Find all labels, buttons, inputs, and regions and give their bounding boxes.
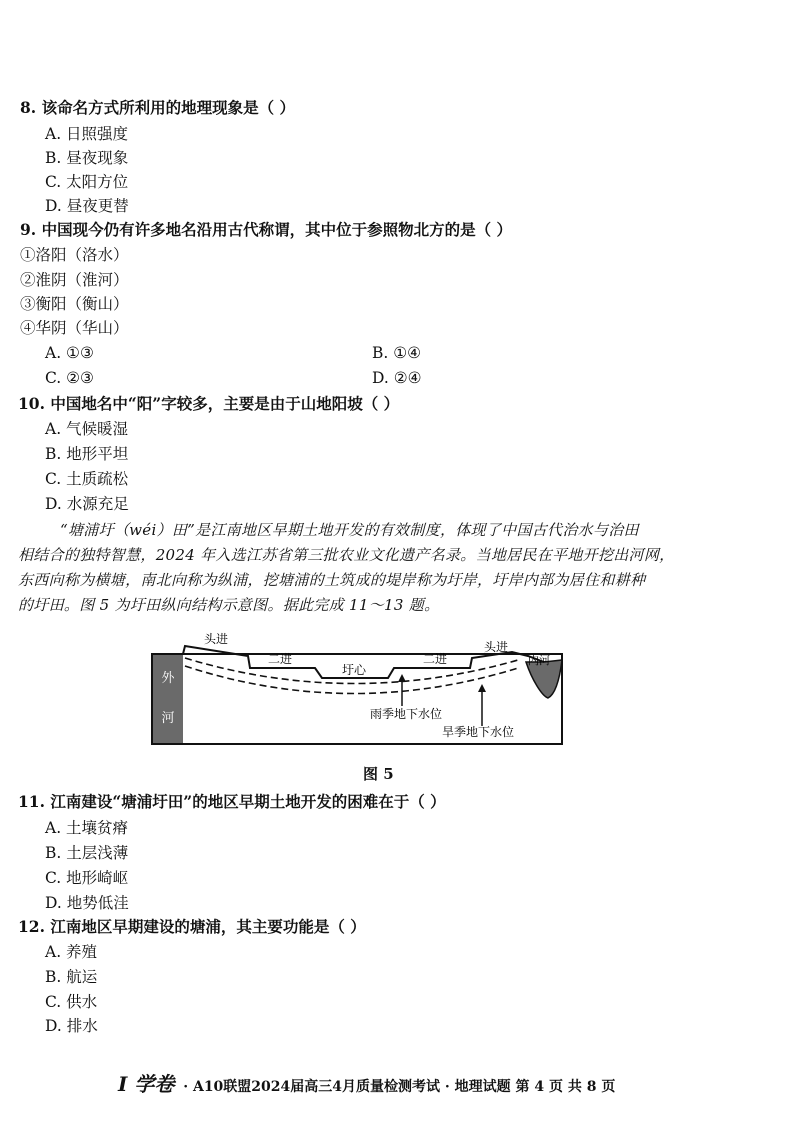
q9-item-4: ④华阴（华山）: [20, 319, 129, 337]
q11-option-b: B. 土层浅薄: [45, 844, 129, 862]
label-inner-river: 内河: [528, 654, 550, 667]
q9-option-b: B. ①④: [372, 344, 422, 362]
footer-brand: I 学卷: [118, 1072, 175, 1096]
question-10-stem: 10. 中国地名中“阳”字较多，主要是由于山地阳坡（ ）: [18, 394, 400, 413]
passage-line-1: “塘浦圩（wéi）田”是江南地区早期土地开发的有效制度，体现了中国古代治水与治田: [60, 521, 639, 539]
passage-line-2: 相结合的独特智慧，2024 年入选江苏省第三批农业文化遗产名录。当地居民在平地开挖出河网，: [18, 546, 675, 564]
dry-level-arrowhead: [478, 684, 486, 692]
q12-option-c: C. 供水: [45, 993, 98, 1011]
q8-option-b: B. 昼夜现象: [45, 149, 129, 167]
q11-option-c: C. 地形崎岖: [45, 869, 129, 887]
q8-option-a: A. 日照强度: [45, 125, 129, 143]
q11-option-d: D. 地势低洼: [45, 894, 129, 912]
q10-option-c: C. 土质疏松: [45, 470, 129, 488]
page-footer: [118, 1068, 615, 1097]
q9-item-1: ①洛阳（洛水）: [20, 246, 129, 264]
passage-line-4: 的圩田。图 5 为圩田纵向结构示意图。据此完成 11～13 题。: [18, 596, 440, 614]
label-head-left: 头进: [204, 632, 229, 646]
passage: [18, 518, 786, 618]
q10-option-b: B. 地形平坦: [45, 445, 129, 463]
question-12-stem: 12. 江南地区早期建设的塘浦，其主要功能是（ ）: [18, 917, 366, 936]
q8-option-d: D. 昼夜更替: [45, 197, 129, 215]
label-second-left: 二进: [268, 652, 293, 666]
question-8-stem: 8. 该命名方式所利用的地理现象是（ ）: [20, 98, 295, 117]
label-center: 圩心: [342, 663, 367, 677]
figure-caption: 图 5: [363, 765, 394, 783]
q12-option-a: A. 养殖: [45, 943, 98, 961]
footer-text: · A10联盟2024届高三4月质量检测考试 · 地理试题 第 4 页 共 8 页: [183, 1079, 616, 1095]
label-head-right: 头进: [484, 640, 509, 654]
q12-option-b: B. 航运: [45, 968, 98, 986]
label-rain-level: 雨季地下水位: [370, 707, 443, 721]
q9-item-2: ②淮阴（淮河）: [20, 271, 129, 289]
q10-option-a: A. 气候暖湿: [45, 420, 129, 438]
q11-option-a: A. 土壤贫瘠: [45, 819, 129, 837]
outer-river: [153, 655, 183, 743]
q9-option-d: D. ②④: [372, 369, 422, 387]
label-second-right: 二进: [423, 652, 448, 666]
q12-option-d: D. 排水: [45, 1017, 98, 1035]
outer-river-char-1: 外: [161, 671, 175, 686]
q9-option-a: A. ①③: [45, 344, 94, 362]
q9-item-3: ③衡阳（衡山）: [20, 295, 129, 313]
rain-level-arrowhead: [398, 674, 406, 682]
outer-river-char-2: 河: [161, 711, 175, 726]
figure-5-diagram: [150, 632, 570, 748]
q10-option-d: D. 水源充足: [45, 495, 129, 513]
label-dry-level: 旱季地下水位: [442, 725, 515, 739]
question-9-stem: 9. 中国现今仍有许多地名沿用古代称谓，其中位于参照物北方的是（ ）: [20, 220, 512, 239]
q8-option-c: C. 太阳方位: [45, 173, 129, 191]
question-11-stem: 11. 江南建设“塘浦圩田”的地区早期土地开发的困难在于（ ）: [18, 792, 446, 811]
q9-option-c: C. ②③: [45, 369, 94, 387]
passage-line-3: 东西向称为横塘，南北向称为纵浦，挖塘浦的土筑成的堤岸称为圩岸，圩岸内部为居住和耕种: [18, 571, 646, 589]
